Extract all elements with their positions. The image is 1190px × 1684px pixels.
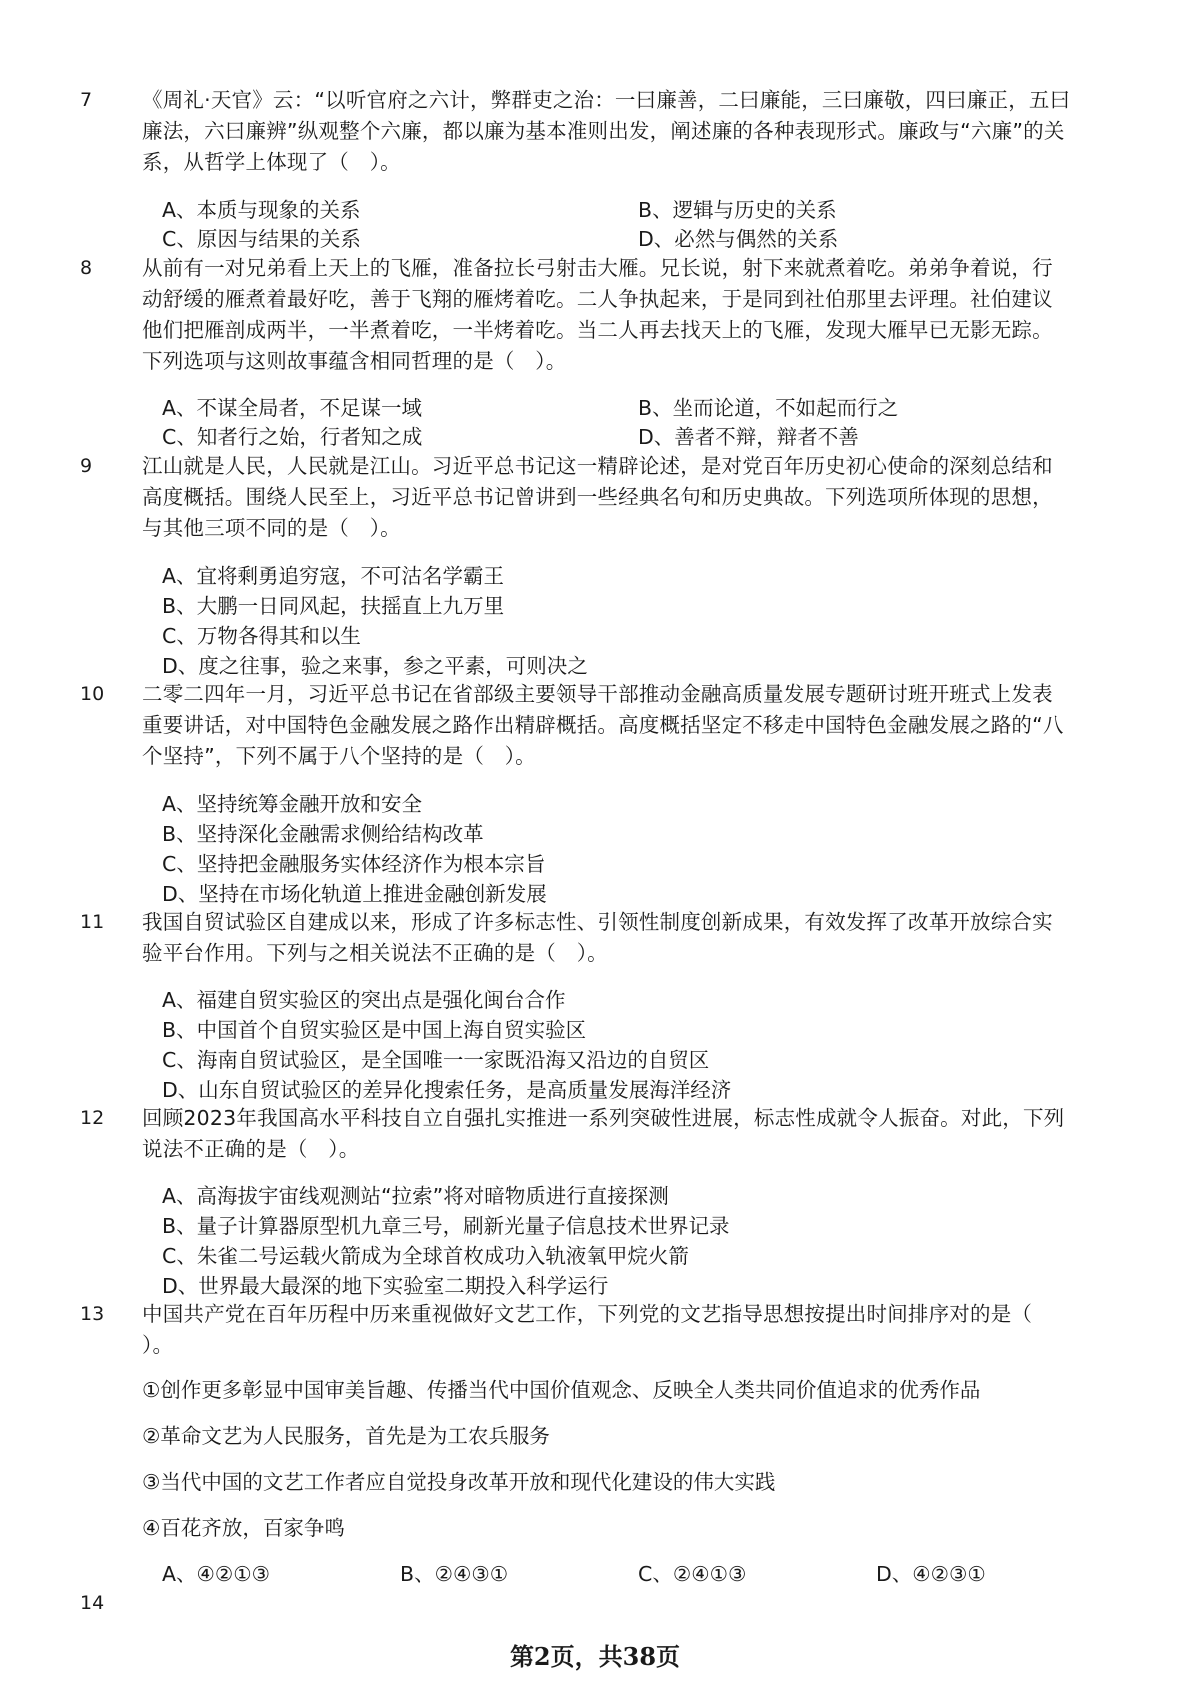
question-stem: 回顾2023年我国高水平科技自立自强扎实推进一系列突破性进展，标志性成就令人振奋。对此，下列 说法不正确的是（ ）。: [142, 1106, 1065, 1161]
question-number: 12: [80, 1107, 105, 1129]
option-a: A、不谋全局者，不足谋一域: [162, 396, 423, 420]
option-b: B、量子计算器原型机九章三号，刷新光量子信息技术世界记录: [162, 1214, 730, 1238]
question-number: 13: [80, 1303, 105, 1325]
option-d: D、度之往事，验之来事，参之平素，可则决之: [162, 654, 588, 678]
question-number: 10: [80, 683, 105, 705]
option-b: B、中国首个自贸实验区是中国上海自贸实验区: [162, 1018, 587, 1042]
option-c: C、原因与结果的关系: [162, 227, 361, 251]
option-d: D、④②③①: [876, 1562, 986, 1586]
option-c: C、朱雀二号运载火箭成为全球首枚成功入轨液氧甲烷火箭: [162, 1244, 689, 1268]
question-stem: 二零二四年一月，习近平总书记在省部级主要领导干部推动金融高质量发展专题研讨班开班式上发表 重要讲话，对中国特色金融发展之路作出精辟概括。高度概括坚定不移走中国特色金融发展之路的“八 个坚持”，下列不属于八个坚持的是（ ）。: [142, 682, 1064, 768]
option-d: D、山东自贸试验区的差异化搜索任务，是高质量发展海洋经济: [162, 1078, 732, 1102]
statement-3: ③当代中国的文艺工作者应自觉投身改革开放和现代化建设的伟大实践: [142, 1470, 776, 1494]
option-a: A、本质与现象的关系: [162, 198, 361, 222]
option-c: C、万物各得其和以生: [162, 624, 361, 648]
option-a: A、④②①③: [162, 1562, 271, 1586]
question-number: 11: [80, 911, 105, 933]
question-stem: 中国共产党在百年历程中历来重视做好文艺工作，下列党的文艺指导思想按提出时间排序对的是（ ）。: [142, 1302, 1033, 1357]
option-b: B、逻辑与历史的关系: [638, 198, 837, 222]
option-c: C、知者行之始，行者知之成: [162, 425, 423, 449]
option-c: C、海南自贸试验区，是全国唯一一家既沿海又沿边的自贸区: [162, 1048, 710, 1072]
question-number: 14: [80, 1592, 105, 1614]
question-stem: 我国自贸试验区自建成以来，形成了许多标志性、引领性制度创新成果，有效发挥了改革开放综合实 验平台作用。下列与之相关说法不正确的是（ ）。: [142, 910, 1053, 965]
option-d: D、世界最大最深的地下实验室二期投入科学运行: [162, 1274, 609, 1298]
option-a: A、福建自贸实验区的突出点是强化闽台合作: [162, 988, 566, 1012]
option-d: D、善者不辩，辩者不善: [638, 425, 859, 449]
question-number: 8: [80, 257, 93, 279]
option-a: A、高海拔宇宙线观测站“拉索”将对暗物质进行直接探测: [162, 1184, 669, 1208]
statement-4: ④百花齐放，百家争鸣: [142, 1516, 345, 1540]
question-stem: 江山就是人民，人民就是江山。习近平总书记这一精辟论述，是对党百年历史初心使命的深刻总结和 高度概括。围绕人民至上，习近平总书记曾讲到一些经典名句和历史典故。下列选项所体现的思想， 与其他三项不同的是（ ）。: [142, 454, 1053, 540]
option-a: A、坚持统筹金融开放和安全: [162, 792, 423, 816]
question-stem: 从前有一对兄弟看上天上的飞雁，准备拉长弓射击大雁。兄长说，射下来就煮着吃。弟弟争着说，行 动舒缓的雁煮着最好吃，善于飞翔的雁烤着吃。二人争执起来，于是同到社伯那里去评理。社伯建议 他们把雁剖成两半，一半煮着吃，一半烤着吃。当二人再去找天上的飞雁，发现大雁早已无影无踪。 下列选项与这则故事蕴含相同哲理的是（ ）。: [142, 256, 1053, 373]
question-stem: 《周礼·天官》云：“以听官府之六计，弊群吏之治：一曰廉善，二曰廉能，三曰廉敬，四曰廉正，五曰 廉法，六曰廉辨”纵观整个六廉，都以廉为基本准则出发，阐述廉的各种表现形式。廉政与“六廉”的关 系，从哲学上体现了（ ）。: [142, 88, 1071, 174]
option-b: B、②④③①: [400, 1562, 509, 1586]
option-c: C、坚持把金融服务实体经济作为根本宗旨: [162, 852, 546, 876]
statement-1: ①创作更多彰显中国审美旨趣、传播当代中国价值观念、反映全人类共同价值追求的优秀作品: [142, 1378, 981, 1402]
option-b: B、坚持深化金融需求侧给结构改革: [162, 822, 484, 846]
option-b: B、大鹏一日同风起，扶摇直上九万里: [162, 594, 505, 618]
page-footer: 第2页，共38页: [509, 1642, 681, 1671]
question-number: 7: [80, 89, 93, 111]
option-d: D、必然与偶然的关系: [638, 227, 839, 251]
option-a: A、宜将剩勇追穷寇，不可沽名学霸王: [162, 564, 505, 588]
option-c: C、②④①③: [638, 1562, 747, 1586]
question-number: 9: [80, 455, 93, 477]
option-d: D、坚持在市场化轨道上推进金融创新发展: [162, 882, 547, 906]
option-b: B、坐而论道，不如起而行之: [638, 396, 899, 420]
statement-2: ②革命文艺为人民服务，首先是为工农兵服务: [142, 1424, 550, 1448]
